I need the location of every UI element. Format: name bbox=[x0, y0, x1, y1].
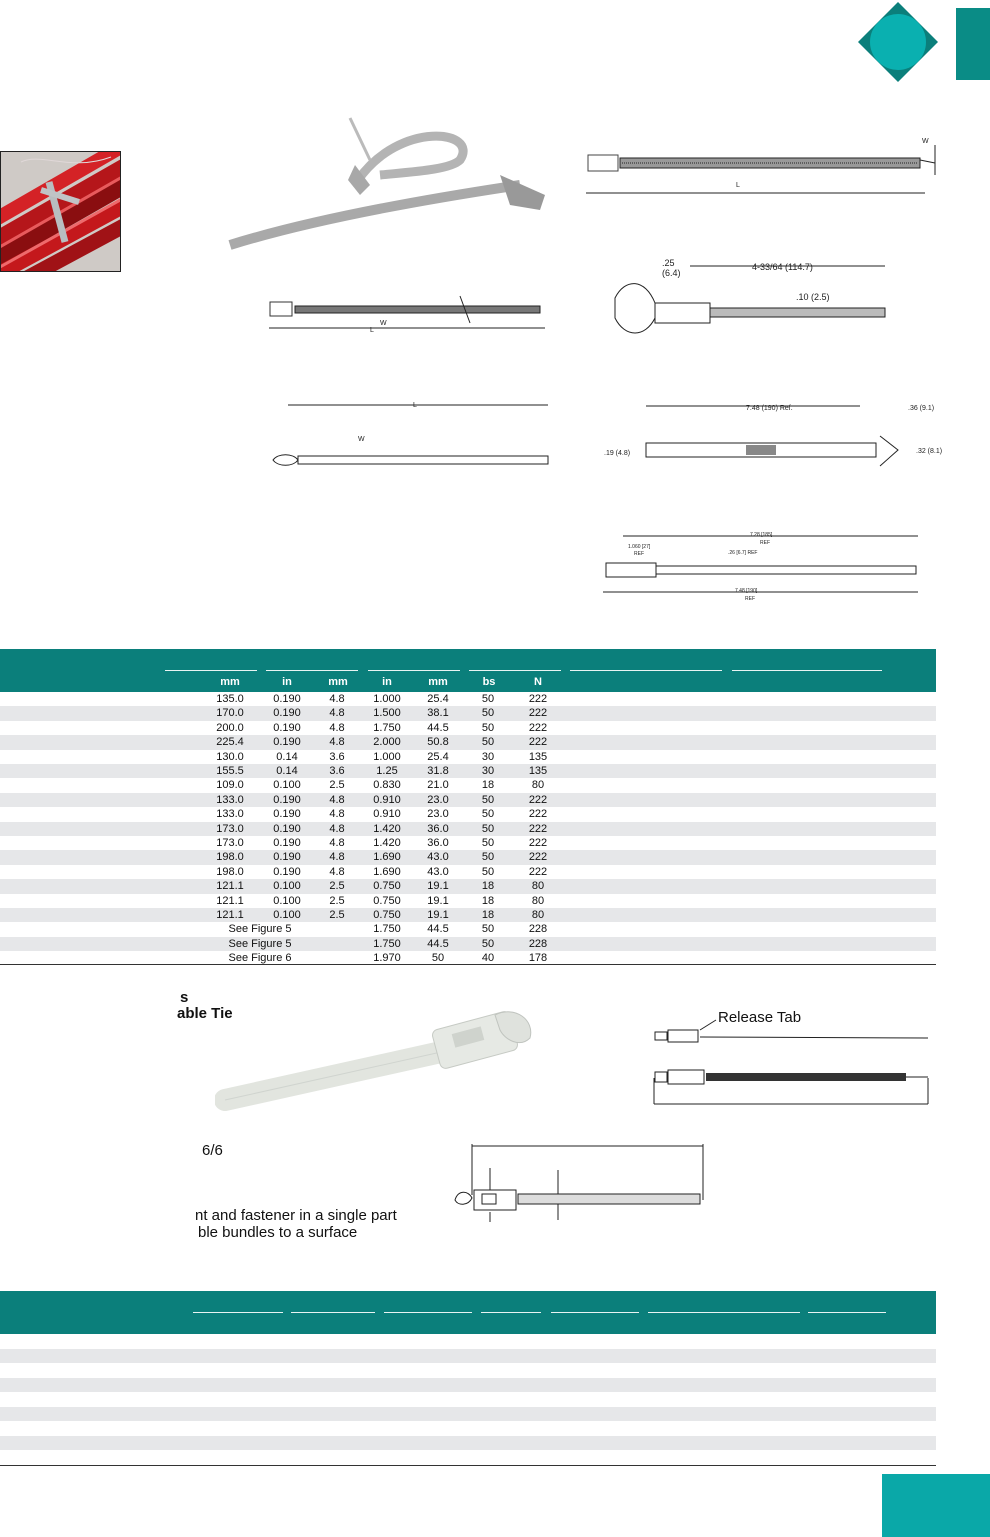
table-2-bottom-rule bbox=[0, 1465, 936, 1466]
col-width-in: in bbox=[282, 676, 292, 688]
table-row: 133.0 0.190 4.8 0.910 23.0 50 222 bbox=[0, 793, 936, 807]
svg-text:.10 (2.5): .10 (2.5) bbox=[796, 292, 830, 302]
svg-text:7.28 [185]: 7.28 [185] bbox=[750, 532, 773, 538]
table-row: 200.0 0.190 4.8 1.750 44.5 50 222 bbox=[216, 721, 548, 734]
table-row: 173.0 0.190 4.8 1.420 36.0 50 222 bbox=[0, 822, 936, 836]
svg-text:.36 (9.1): .36 (9.1) bbox=[908, 405, 935, 412]
figure-tie-dimension-4 bbox=[268, 395, 558, 490]
table-2-row bbox=[0, 1378, 936, 1392]
svg-text:.32 (8.1): .32 (8.1) bbox=[916, 448, 943, 455]
table-row: 109.0 0.100 2.5 0.830 21.0 18 80 bbox=[216, 779, 545, 792]
svg-text:REF: REF bbox=[760, 540, 770, 546]
release-tab-label: Release Tab bbox=[718, 1009, 802, 1026]
svg-text:L: L bbox=[370, 327, 374, 334]
table-2-row bbox=[0, 1407, 936, 1421]
svg-text:1.060 [27]: 1.060 [27] bbox=[628, 544, 651, 550]
table-row: 155.5 0.14 3.6 1.25 31.8 30 135 bbox=[0, 764, 936, 778]
table-row: 121.1 0.100 2.5 0.750 19.1 18 80 bbox=[0, 908, 936, 922]
spec-table-1-header bbox=[0, 649, 936, 692]
svg-text:W: W bbox=[922, 138, 929, 145]
spec-table-1-body bbox=[0, 692, 936, 964]
svg-text:W: W bbox=[358, 436, 365, 443]
svg-text:REF: REF bbox=[634, 551, 644, 557]
table-row: 225.4 0.190 4.8 2.000 50.8 50 222 bbox=[0, 735, 936, 749]
svg-text:L: L bbox=[413, 402, 417, 409]
feature-line-1: nt and fastener in a single part bbox=[195, 1207, 397, 1224]
page-corner-block bbox=[882, 1474, 990, 1537]
table-row: 133.0 0.190 4.8 0.910 23.0 50 222 bbox=[216, 808, 548, 821]
figure-tie-dimension-5 bbox=[598, 398, 948, 478]
col-width-mm: mm bbox=[328, 676, 348, 688]
table-2-row bbox=[0, 1436, 936, 1450]
section-2-title-line2: able Tie bbox=[177, 1005, 233, 1022]
cable-bundle-photo bbox=[0, 151, 121, 272]
col-bundle-mm: mm bbox=[428, 676, 448, 688]
release-tie-photo bbox=[215, 1000, 545, 1115]
col-tensile-lbs: bs bbox=[482, 676, 496, 688]
feature-line-2: ble bundles to a surface bbox=[198, 1224, 358, 1241]
push-mount-tie-diagram bbox=[450, 1140, 710, 1225]
table-row: See Figure 5 1.750 44.5 50 228 bbox=[0, 937, 936, 951]
svg-text:REF: REF bbox=[745, 596, 755, 602]
svg-text:7.48 (190) Ref.: 7.48 (190) Ref. bbox=[746, 405, 793, 412]
table-row: 121.1 0.100 2.5 0.750 19.1 18 80 bbox=[216, 894, 545, 907]
svg-text:W: W bbox=[380, 320, 387, 327]
brand-diamond-icon bbox=[858, 2, 938, 82]
table-row: 198.0 0.190 4.8 1.690 43.0 50 222 bbox=[0, 850, 936, 864]
svg-text:4-33/64 (114.7): 4-33/64 (114.7) bbox=[752, 262, 813, 272]
table-row: See Figure 6 1.970 50 40 178 bbox=[228, 952, 548, 965]
figure-tie-dimension-3 bbox=[610, 258, 900, 358]
material-label: 6/6 bbox=[202, 1142, 223, 1159]
figure-tie-dimension-1 bbox=[580, 135, 940, 210]
table-row: 170.0 0.190 4.8 1.500 38.1 50 222 bbox=[0, 706, 936, 720]
table-row: 130.0 0.14 3.6 1.000 25.4 30 135 bbox=[216, 750, 548, 763]
section-2-title-line1: s bbox=[180, 989, 189, 1006]
col-bundle-in: in bbox=[382, 676, 392, 688]
table-1-bottom-rule bbox=[0, 964, 936, 965]
release-tie-diagram bbox=[650, 1018, 935, 1108]
section-tab-marker bbox=[956, 8, 990, 80]
col-length-mm: mm bbox=[220, 676, 240, 688]
svg-text:L: L bbox=[736, 182, 740, 189]
table-row: See Figure 5 1.750 44.5 50 228 bbox=[228, 923, 548, 936]
table-row: 173.0 0.190 4.8 1.420 36.0 50 222 bbox=[216, 837, 548, 849]
table-2-row bbox=[0, 1349, 936, 1363]
col-tensile-n: N bbox=[534, 676, 542, 688]
svg-text:(6.4): (6.4) bbox=[662, 268, 681, 278]
spec-table-2-header bbox=[0, 1291, 936, 1334]
table-row: 121.1 0.100 2.5 0.750 19.1 18 80 bbox=[0, 879, 936, 893]
table-row: 135.0 0.190 4.8 1.000 25.4 50 222 bbox=[216, 693, 548, 705]
svg-text:.25: .25 bbox=[662, 258, 675, 268]
svg-text:.26 [6.7] REF: .26 [6.7] REF bbox=[728, 550, 758, 556]
tie-product-photo bbox=[220, 110, 560, 260]
svg-text:.19 (4.8): .19 (4.8) bbox=[604, 450, 631, 457]
figure-tie-dimension-6 bbox=[598, 528, 938, 603]
table-row: 198.0 0.190 4.8 1.690 43.0 50 222 bbox=[216, 865, 548, 878]
svg-text:7.48 [190]: 7.48 [190] bbox=[735, 588, 758, 594]
figure-tie-dimension-2 bbox=[265, 288, 555, 338]
